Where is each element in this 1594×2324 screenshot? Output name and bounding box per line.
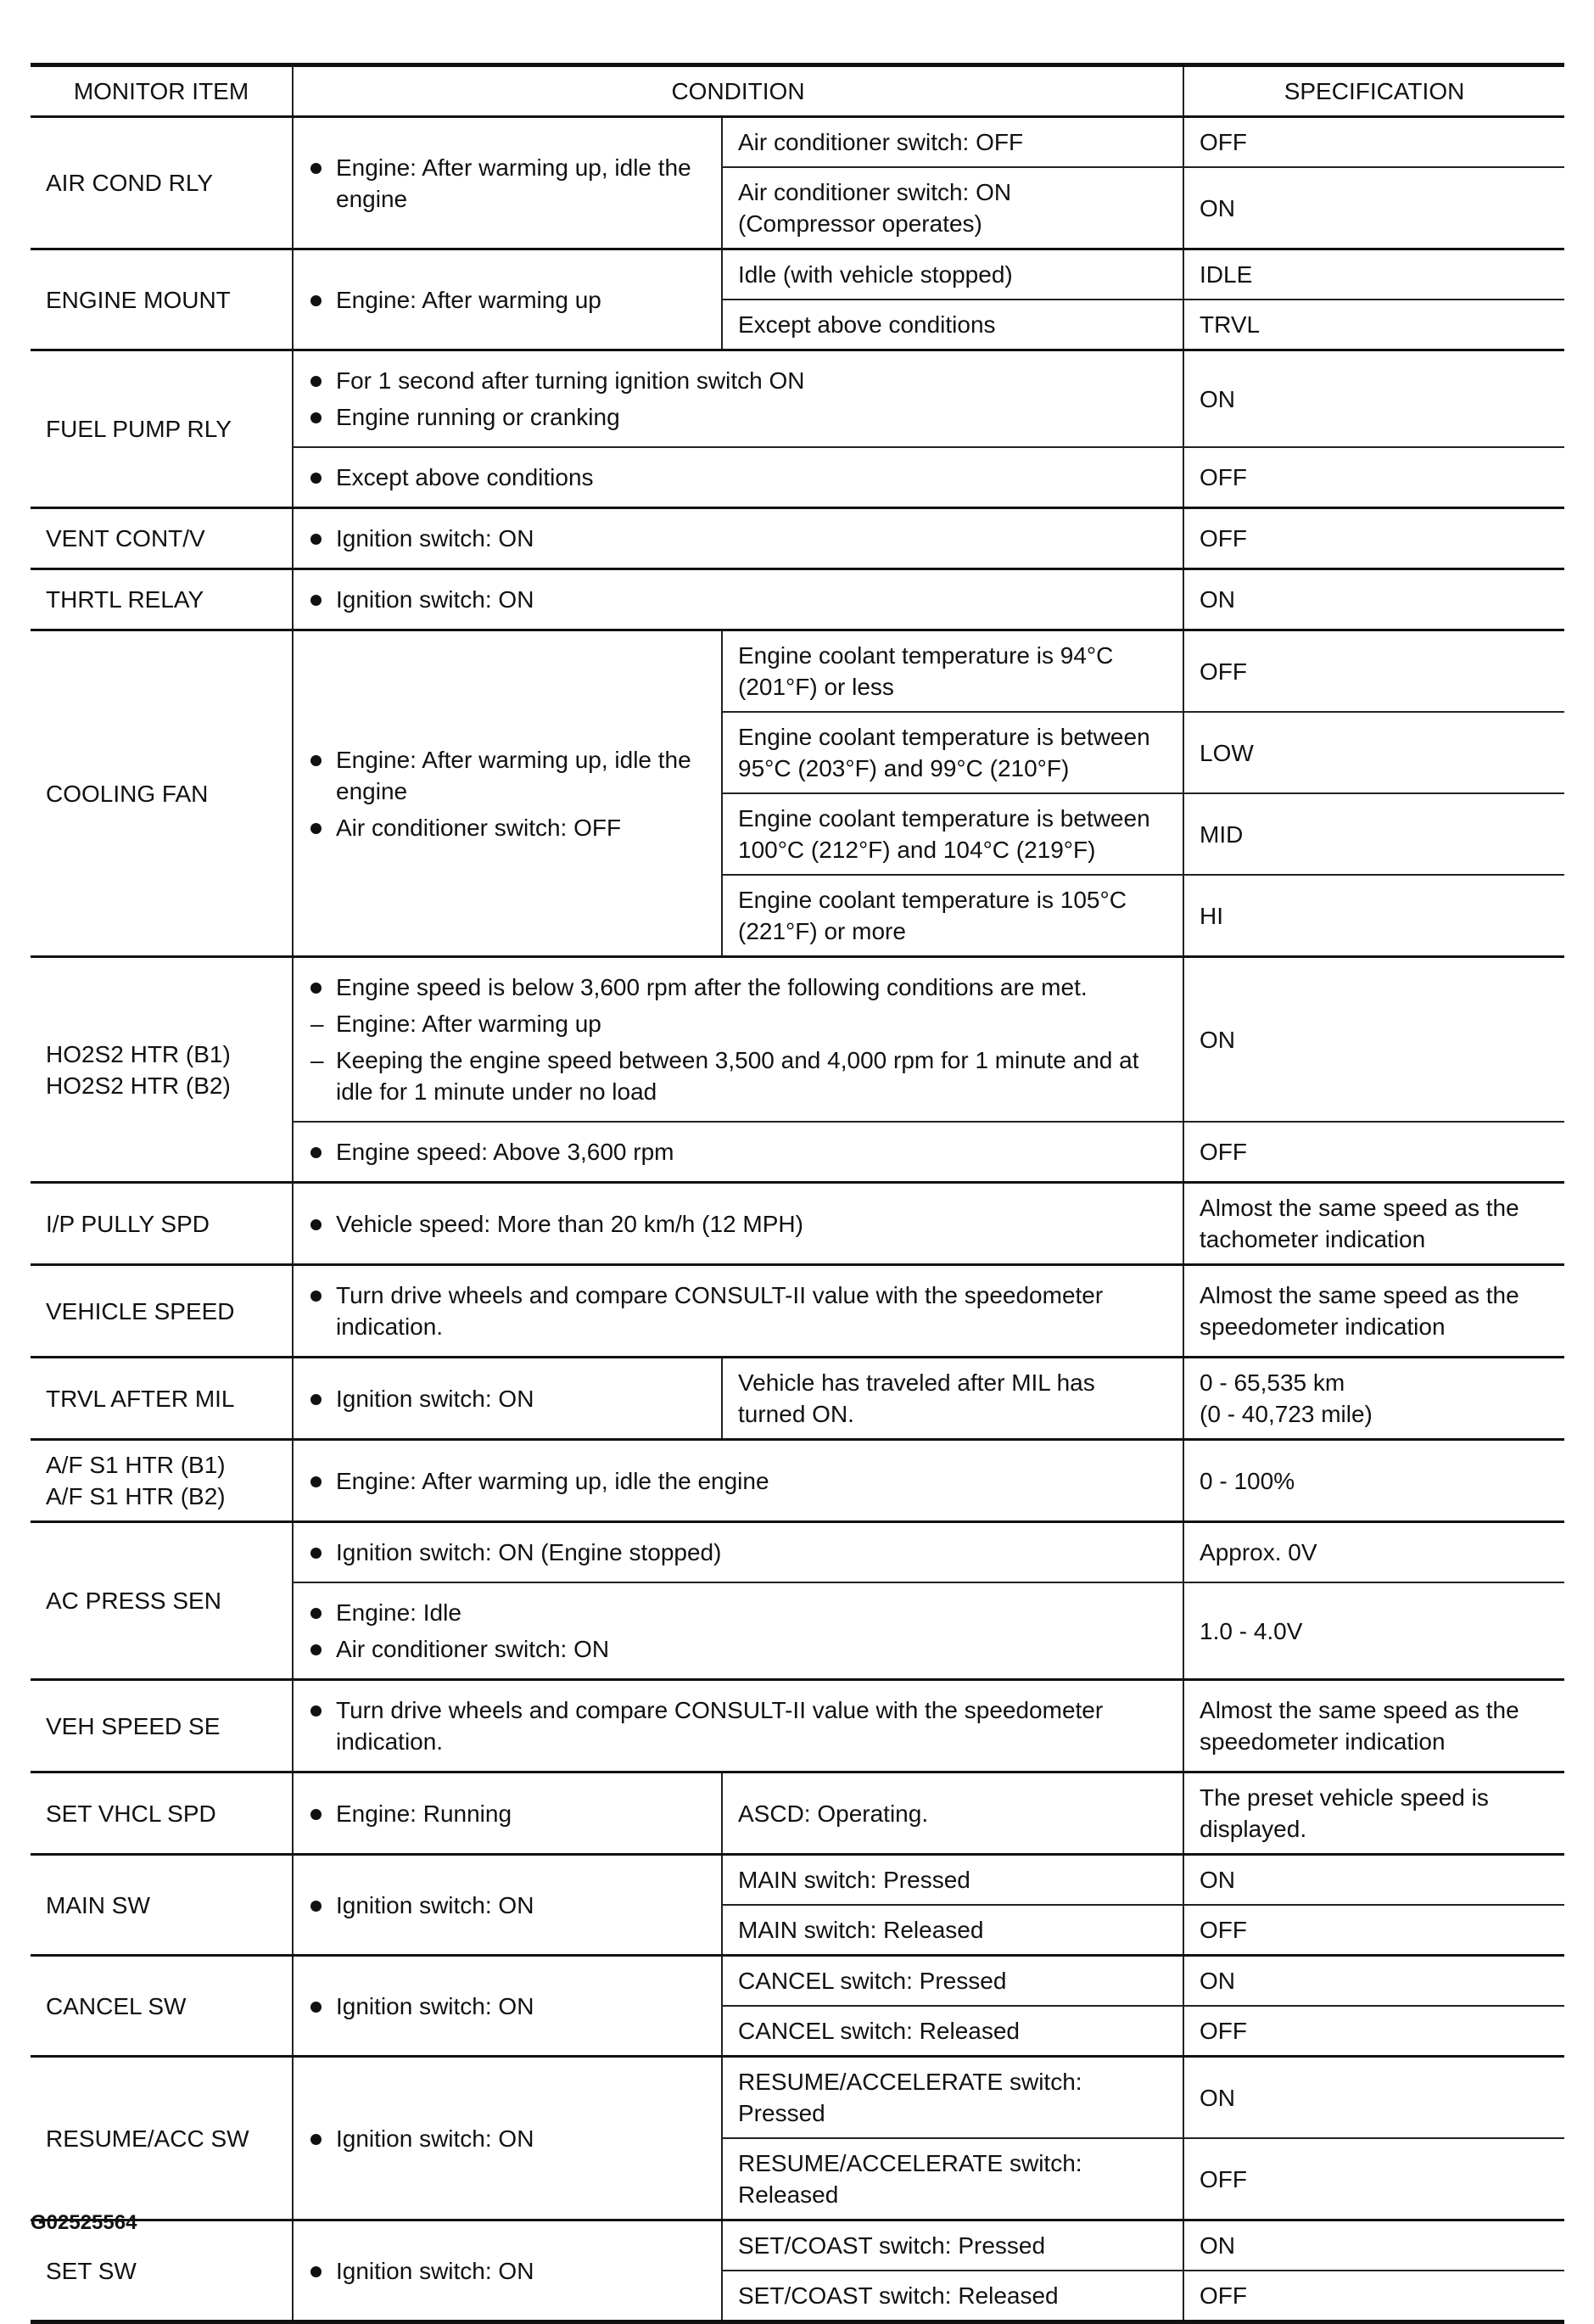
condition-bullet — [309, 1694, 1167, 1757]
bullet-dot-icon — [309, 1890, 336, 1921]
table-body — [31, 117, 1564, 2322]
bullet-dot-icon — [309, 1798, 336, 1829]
bullet-dot-icon — [309, 812, 336, 843]
bullet-dot-icon — [309, 365, 336, 396]
sub-condition-cell: Air conditioner switch: ON (Compressor operates) — [722, 167, 1183, 249]
table-row — [31, 1265, 1564, 1358]
monitor-item-cell: AIR COND RLY — [31, 117, 293, 249]
table-row — [31, 1680, 1564, 1772]
condition-bullet-text: Engine: Idle — [336, 1599, 461, 1626]
specification-cell: Almost the same speed as the speedometer indication — [1183, 1265, 1564, 1358]
table-row — [31, 508, 1564, 569]
specification-cell: IDLE — [1183, 249, 1564, 300]
specification-cell: TRVL — [1183, 300, 1564, 350]
monitor-item-cell: SET VHCL SPD — [31, 1772, 293, 1855]
sub-condition-cell: ASCD: Operating. — [722, 1772, 1183, 1855]
condition-cell — [293, 1855, 722, 1956]
specification-cell: OFF — [1183, 508, 1564, 569]
bullet-dot-icon — [309, 1208, 336, 1240]
condition-bullet-text: Ignition switch: ON — [336, 525, 534, 552]
condition-cell — [293, 249, 722, 350]
condition-bullet — [309, 584, 1167, 615]
sub-condition-cell: Air conditioner switch: OFF — [722, 117, 1183, 168]
condition-bullet-text: Air conditioner switch: OFF — [336, 814, 622, 841]
specification-cell: OFF — [1183, 1122, 1564, 1183]
specification-cell: OFF — [1183, 2271, 1564, 2322]
condition-cell — [293, 1440, 1183, 1522]
condition-cell — [293, 2057, 722, 2220]
table-row — [31, 2057, 1564, 2139]
monitor-spec-table — [31, 63, 1564, 2324]
condition-cell — [293, 1183, 1183, 1265]
condition-bullet — [309, 1044, 1167, 1107]
condition-bullet-text: Ignition switch: ON — [336, 586, 534, 613]
condition-cell — [293, 350, 1183, 448]
monitor-item-cell: A/F S1 HTR (B1) A/F S1 HTR (B2) — [31, 1440, 293, 1522]
specification-cell: MID — [1183, 793, 1564, 875]
monitor-item-cell: VENT CONT/V — [31, 508, 293, 569]
condition-bullet — [309, 523, 1167, 554]
condition-cell — [293, 1956, 722, 2057]
condition-cell — [293, 1522, 1183, 1583]
condition-bullet-text: Air conditioner switch: ON — [336, 1636, 610, 1662]
monitor-item-cell: VEH SPEED SE — [31, 1680, 293, 1772]
condition-bullet-text: Engine speed: Above 3,600 rpm — [336, 1139, 674, 1165]
condition-cell — [293, 447, 1183, 508]
condition-bullet — [309, 2123, 706, 2154]
monitor-item-cell: RESUME/ACC SW — [31, 2057, 293, 2220]
condition-bullet-text: Vehicle speed: More than 20 km/h (12 MPH) — [336, 1210, 803, 1237]
bullet-dash-icon — [309, 1044, 336, 1076]
specification-cell: Almost the same speed as the speedometer indication — [1183, 1680, 1564, 1772]
bullet-dot-icon — [309, 1136, 336, 1168]
bullet-dot-icon — [309, 1383, 336, 1414]
sub-condition-cell: Except above conditions — [722, 300, 1183, 350]
bullet-dot-icon — [309, 1597, 336, 1628]
condition-bullet — [309, 1890, 706, 1921]
bullet-dot-icon — [309, 284, 336, 316]
sub-condition-cell: Engine coolant temperature is 105°C (221°F) or more — [722, 875, 1183, 957]
bullet-dot-icon — [309, 972, 336, 1003]
table-row — [31, 1358, 1564, 1440]
specification-cell: Almost the same speed as the tachometer indication — [1183, 1183, 1564, 1265]
table-row — [31, 1183, 1564, 1265]
bullet-dot-icon — [309, 523, 336, 554]
monitor-item-cell: MAIN SW — [31, 1855, 293, 1956]
monitor-item-cell: AC PRESS SEN — [31, 1522, 293, 1680]
bullet-dot-icon — [309, 1694, 336, 1726]
condition-bullet-text: Engine speed is below 3,600 rpm after the following conditions are met. — [336, 974, 1088, 1000]
condition-bullet-text: Turn drive wheels and compare CONSULT-II value with the speedometer indication. — [336, 1697, 1104, 1755]
condition-bullet — [309, 1991, 706, 2022]
bullet-dot-icon — [309, 401, 336, 433]
sub-condition-cell: CANCEL switch: Pressed — [722, 1956, 1183, 2007]
table-row — [31, 1956, 1564, 2007]
table-row — [31, 569, 1564, 630]
specification-cell: ON — [1183, 1956, 1564, 2007]
specification-cell: OFF — [1183, 117, 1564, 168]
specification-cell: ON — [1183, 569, 1564, 630]
condition-cell — [293, 1265, 1183, 1358]
condition-bullet-text: Ignition switch: ON — [336, 2125, 534, 2152]
monitor-item-cell: I/P PULLY SPD — [31, 1183, 293, 1265]
condition-bullet — [309, 462, 1167, 493]
monitor-item-cell: HO2S2 HTR (B1) HO2S2 HTR (B2) — [31, 957, 293, 1183]
sub-condition-cell: Idle (with vehicle stopped) — [722, 249, 1183, 300]
condition-bullet — [309, 1465, 1167, 1497]
sub-condition-cell: Engine coolant temperature is between 95°C (203°F) and 99°C (210°F) — [722, 712, 1183, 793]
condition-bullet — [309, 1798, 706, 1829]
condition-bullet-text: Engine: After warming up — [336, 286, 601, 313]
specification-cell: OFF — [1183, 447, 1564, 508]
specification-cell: ON — [1183, 2220, 1564, 2271]
monitor-item-cell: ENGINE MOUNT — [31, 249, 293, 350]
condition-cell — [293, 630, 722, 957]
condition-bullet-text: Engine: After warming up, idle the engine — [336, 746, 691, 804]
condition-bullet — [309, 401, 1167, 433]
table-row — [31, 1772, 1564, 1855]
header-specification: SPECIFICATION — [1183, 65, 1564, 117]
sub-condition-cell: Engine coolant temperature is 94°C (201°F) or less — [722, 630, 1183, 713]
sub-condition-cell: RESUME/ACCELERATE switch: Pressed — [722, 2057, 1183, 2139]
condition-cell — [293, 1680, 1183, 1772]
condition-bullet-text: Engine running or cranking — [336, 404, 620, 430]
specification-cell: Approx. 0V — [1183, 1522, 1564, 1583]
specification-cell: OFF — [1183, 2006, 1564, 2057]
table-row — [31, 350, 1564, 448]
monitor-item-cell: VEHICLE SPEED — [31, 1265, 293, 1358]
monitor-item-cell: SET SW — [31, 2220, 293, 2322]
monitor-item-cell: THRTL RELAY — [31, 569, 293, 630]
sub-condition-cell: CANCEL switch: Released — [722, 2006, 1183, 2057]
condition-bullet — [309, 1633, 1167, 1665]
condition-bullet — [309, 1008, 1167, 1039]
condition-bullet — [309, 812, 706, 843]
header-row — [31, 65, 1564, 117]
specification-cell: OFF — [1183, 630, 1564, 713]
condition-cell — [293, 957, 1183, 1123]
bullet-dot-icon — [309, 2123, 336, 2154]
condition-cell — [293, 508, 1183, 569]
condition-bullet-text: For 1 second after turning ignition switch ON — [336, 367, 805, 394]
table-row — [31, 1522, 1564, 1583]
condition-bullet — [309, 1383, 706, 1414]
condition-cell — [293, 2220, 722, 2322]
condition-bullet-text: Ignition switch: ON — [336, 1891, 534, 1918]
spec-table-container — [31, 63, 1564, 2324]
bullet-dot-icon — [309, 1991, 336, 2022]
specification-cell: OFF — [1183, 2138, 1564, 2220]
sub-condition-cell: Engine coolant temperature is between 100°C (212°F) and 104°C (219°F) — [722, 793, 1183, 875]
sub-condition-cell: MAIN switch: Pressed — [722, 1855, 1183, 1906]
monitor-item-cell: CANCEL SW — [31, 1956, 293, 2057]
condition-cell — [293, 569, 1183, 630]
bullet-dot-icon — [309, 462, 336, 493]
condition-cell — [293, 1122, 1183, 1183]
bullet-dot-icon — [309, 744, 336, 776]
bullet-dot-icon — [309, 152, 336, 183]
table-row — [31, 630, 1564, 713]
specification-cell: ON — [1183, 167, 1564, 249]
condition-bullet — [309, 1537, 1167, 1568]
condition-bullet-text: Turn drive wheels and compare CONSULT-II value with the speedometer indication. — [336, 1282, 1104, 1340]
condition-bullet-text: Ignition switch: ON (Engine stopped) — [336, 1539, 722, 1565]
bullet-dot-icon — [309, 2255, 336, 2287]
condition-cell — [293, 117, 722, 249]
table-row — [31, 1440, 1564, 1522]
monitor-item-cell: TRVL AFTER MIL — [31, 1358, 293, 1440]
condition-bullet-text: Keeping the engine speed between 3,500 and 4,000 rpm for 1 minute and at idle for 1 minute under no load — [336, 1047, 1139, 1105]
table-row — [31, 117, 1564, 168]
bullet-dot-icon — [309, 1633, 336, 1665]
condition-cell — [293, 1772, 722, 1855]
condition-bullet-text: Ignition switch: ON — [336, 1385, 534, 1412]
sub-condition-cell: RESUME/ACCELERATE switch: Released — [722, 2138, 1183, 2220]
sub-condition-cell: SET/COAST switch: Released — [722, 2271, 1183, 2322]
condition-bullet — [309, 365, 1167, 396]
table-row — [31, 1855, 1564, 1906]
condition-bullet-text: Engine: After warming up, idle the engine — [336, 154, 691, 212]
condition-bullet — [309, 2255, 706, 2287]
specification-cell: OFF — [1183, 1905, 1564, 1956]
specification-cell: ON — [1183, 2057, 1564, 2139]
sub-condition-cell: SET/COAST switch: Pressed — [722, 2220, 1183, 2271]
monitor-item-cell: FUEL PUMP RLY — [31, 350, 293, 508]
condition-cell — [293, 1582, 1183, 1680]
condition-cell — [293, 1358, 722, 1440]
condition-bullet — [309, 1136, 1167, 1168]
bullet-dot-icon — [309, 584, 336, 615]
specification-cell: 1.0 - 4.0V — [1183, 1582, 1564, 1680]
header-condition: CONDITION — [293, 65, 1183, 117]
bullet-dot-icon — [309, 1465, 336, 1497]
specification-cell: 0 - 100% — [1183, 1440, 1564, 1522]
bullet-dot-icon — [309, 1280, 336, 1311]
condition-bullet — [309, 152, 706, 215]
condition-bullet — [309, 972, 1167, 1003]
condition-bullet — [309, 284, 706, 316]
condition-bullet — [309, 1280, 1167, 1342]
bullet-dash-icon — [309, 1008, 336, 1039]
condition-bullet — [309, 1208, 1167, 1240]
table-row — [31, 2220, 1564, 2271]
specification-cell: LOW — [1183, 712, 1564, 793]
header-monitor-item: MONITOR ITEM — [31, 65, 293, 117]
condition-bullet-text: Ignition switch: ON — [336, 2257, 534, 2284]
table-row — [31, 249, 1564, 300]
sub-condition-cell: Vehicle has traveled after MIL has turned ON. — [722, 1358, 1183, 1440]
bullet-dot-icon — [309, 1537, 336, 1568]
specification-cell: ON — [1183, 957, 1564, 1123]
specification-cell: 0 - 65,535 km (0 - 40,723 mile) — [1183, 1358, 1564, 1440]
condition-bullet — [309, 1597, 1167, 1628]
condition-bullet-text: Except above conditions — [336, 464, 594, 490]
specification-cell: HI — [1183, 875, 1564, 957]
specification-cell: The preset vehicle speed is displayed. — [1183, 1772, 1564, 1855]
table-row — [31, 957, 1564, 1123]
monitor-item-cell: COOLING FAN — [31, 630, 293, 957]
condition-bullet — [309, 744, 706, 807]
figure-id: G02525564 — [31, 2211, 137, 2234]
condition-bullet-text: Engine: Running — [336, 1800, 512, 1827]
specification-cell: ON — [1183, 350, 1564, 448]
sub-condition-cell: MAIN switch: Released — [722, 1905, 1183, 1956]
specification-cell: ON — [1183, 1855, 1564, 1906]
condition-bullet-text: Engine: After warming up — [336, 1011, 601, 1037]
condition-bullet-text: Engine: After warming up, idle the engine — [336, 1467, 769, 1494]
condition-bullet-text: Ignition switch: ON — [336, 1992, 534, 2019]
